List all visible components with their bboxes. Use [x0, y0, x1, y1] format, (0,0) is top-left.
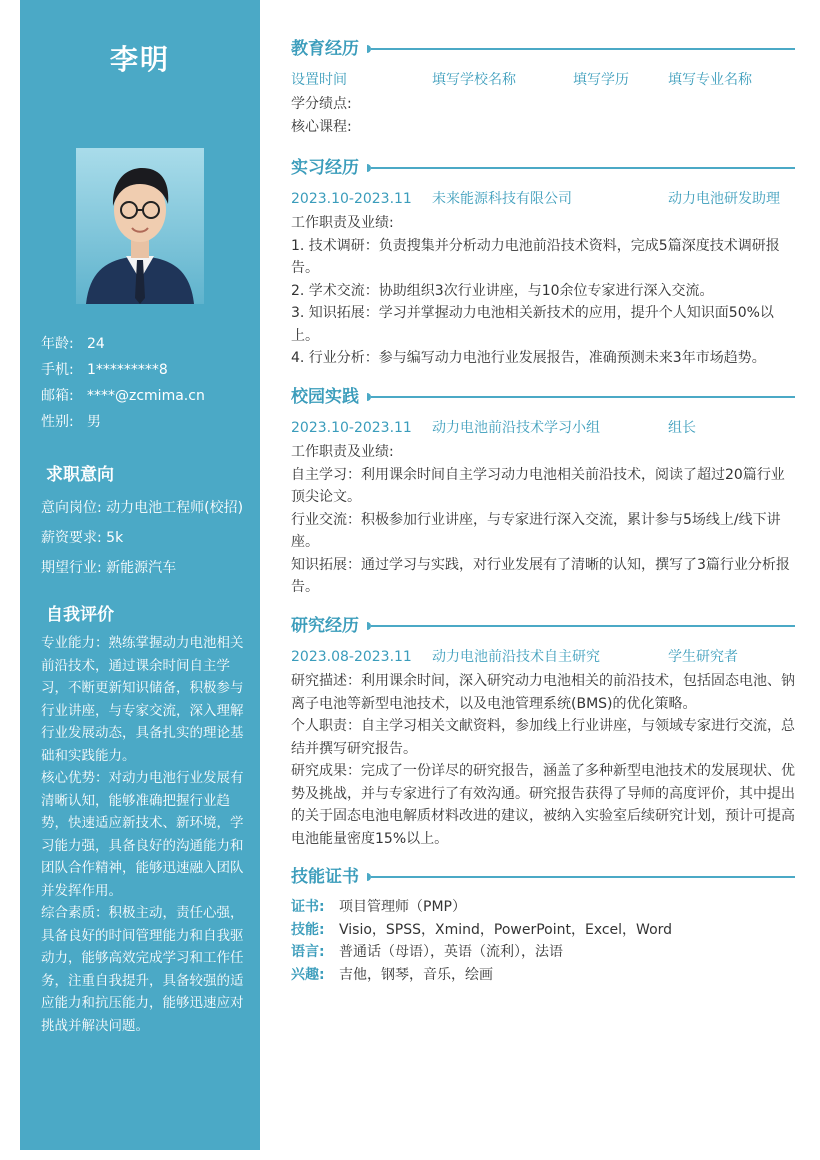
- divider: [371, 876, 795, 878]
- info-row-email: 邮箱: ****@zcmima.cn: [41, 388, 205, 404]
- section-skills: [291, 865, 795, 889]
- divider: [371, 625, 795, 627]
- info-row-age: 年龄: 24: [41, 336, 105, 352]
- internship-details: 工作职责及业绩: 1. 技术调研：负责搜集并分析动力电池前沿技术资料，完成5篇深度技术调研报告。 2. 学术交流：协助组织3次行业讲座，与10余位专家进行深入交流。 3. 知识拓展：学习并掌握动力电池相关新技术的应用，提升个人知识面50%以上。 4. 行业分析：参与编写动力电池行业发展报告，准确预测未来3年市场趋势。: [291, 215, 780, 366]
- self-eval-paragraph: 专业能力：熟练掌握动力电池相关前沿技术，通过课余时间自主学习，不断更新知识储备，积极参与行业讲座，与专家交流，深入理解行业发展动态，具备扎实的理论基础和实践能力。: [41, 635, 244, 764]
- divider: [371, 167, 795, 169]
- skill-row-skills: 技能: Visio，SPSS，Xmind，PowerPoint，Excel，Word: [291, 921, 673, 938]
- basic-info: [41, 334, 251, 438]
- self-eval-paragraph: 核心优势：对动力电池行业发展有清晰认知，能够准确把握行业趋势，快速适应新技术、新环境，学习能力强，具备良好的沟通能力和团队合作精神，能够迅速融入团队并发挥作用。: [41, 770, 244, 899]
- divider: [371, 48, 795, 50]
- research-header: 2023.08-2023.11 动力电池前沿技术自主研究 学生研究者: [291, 649, 738, 665]
- intent-row-salary: 薪资要求: 5k: [41, 530, 124, 546]
- skill-row-interest: 兴趣: 吉他，钢琴，音乐，绘画: [291, 966, 493, 983]
- internship-header: 2023.10-2023.11 未来能源科技有限公司 动力电池研发助理: [291, 191, 780, 207]
- sidebar: [20, 0, 260, 1150]
- job-intent: [41, 496, 251, 586]
- education-details: 学分绩点: 核心课程:: [291, 96, 352, 135]
- candidate-name: 李明: [109, 43, 170, 76]
- info-row-phone: 手机: 1*********8: [41, 362, 168, 378]
- self-evaluation: [41, 632, 245, 1037]
- section-internship: [291, 156, 795, 180]
- skill-row-certificate: 证书: 项目管理师（PMP）: [291, 899, 466, 915]
- intent-heading: 求职意向: [46, 465, 114, 485]
- section-title: 实习经历: [291, 156, 367, 180]
- self-eval-heading: 自我评价: [46, 605, 114, 625]
- self-eval-paragraph: 综合素质：积极主动，责任心强，具备良好的时间管理能力和自我驱动力，能够高效完成学习和工作任务，注重自我提升，具备较强的适应能力和抗压能力，能够迅速应对挑战并解决问题。: [41, 905, 244, 1034]
- section-title: 校园实践: [291, 385, 367, 409]
- section-campus: [291, 385, 795, 409]
- section-title: 技能证书: [291, 865, 367, 889]
- skills-list: [291, 896, 795, 986]
- section-title: 教育经历: [291, 37, 367, 61]
- section-title: 研究经历: [291, 614, 367, 638]
- section-education: [291, 37, 795, 61]
- education-header: 设置时间 填写学校名称 填写学历 填写专业名称: [291, 72, 752, 88]
- campus-details: 工作职责及业绩: 自主学习：利用课余时间自主学习动力电池相关前沿技术，阅读了超过20篇行业顶尖论文。 行业交流：积极参加行业讲座，与专家进行深入交流，累计参与5场线上/线下讲座。 知识拓展：通过学习与实践，对行业发展有了清晰的认知，撰写了3篇行业分析报告。: [291, 444, 790, 595]
- research-details: 研究描述：利用课余时间，深入研究动力电池相关的前沿技术，包括固态电池、钠离子电池等新型电池技术，以及电池管理系统(BMS)的优化策略。 个人职责：自主学习相关文献资料，参加线上行业讲座，与领域专家进行交流，总结并撰写研究报告。 研究成果：完成了一份详尽的研究报告，涵盖了多种新型电池技术的发展现状、优势及挑战，并与专家进行了有效沟通。研究报告获得了导师的高度评价，其中提出的关于固态电池电解质材料改进的建议，被纳入实验室后续研究计划，预计可提高电池能量密度15%以上。: [291, 673, 795, 847]
- skill-row-language: 语言: 普通话（母语），英语（流利），法语: [291, 944, 563, 960]
- info-row-gender: 性别: 男: [41, 414, 101, 430]
- profile-photo: [76, 148, 204, 304]
- intent-row-industry: 期望行业: 新能源汽车: [41, 560, 177, 576]
- section-research: [291, 614, 795, 638]
- divider: [371, 396, 795, 398]
- intent-row-position: 意向岗位: 动力电池工程师(校招): [41, 500, 244, 516]
- campus-header: 2023.10-2023.11 动力电池前沿技术学习小组 组长: [291, 420, 696, 436]
